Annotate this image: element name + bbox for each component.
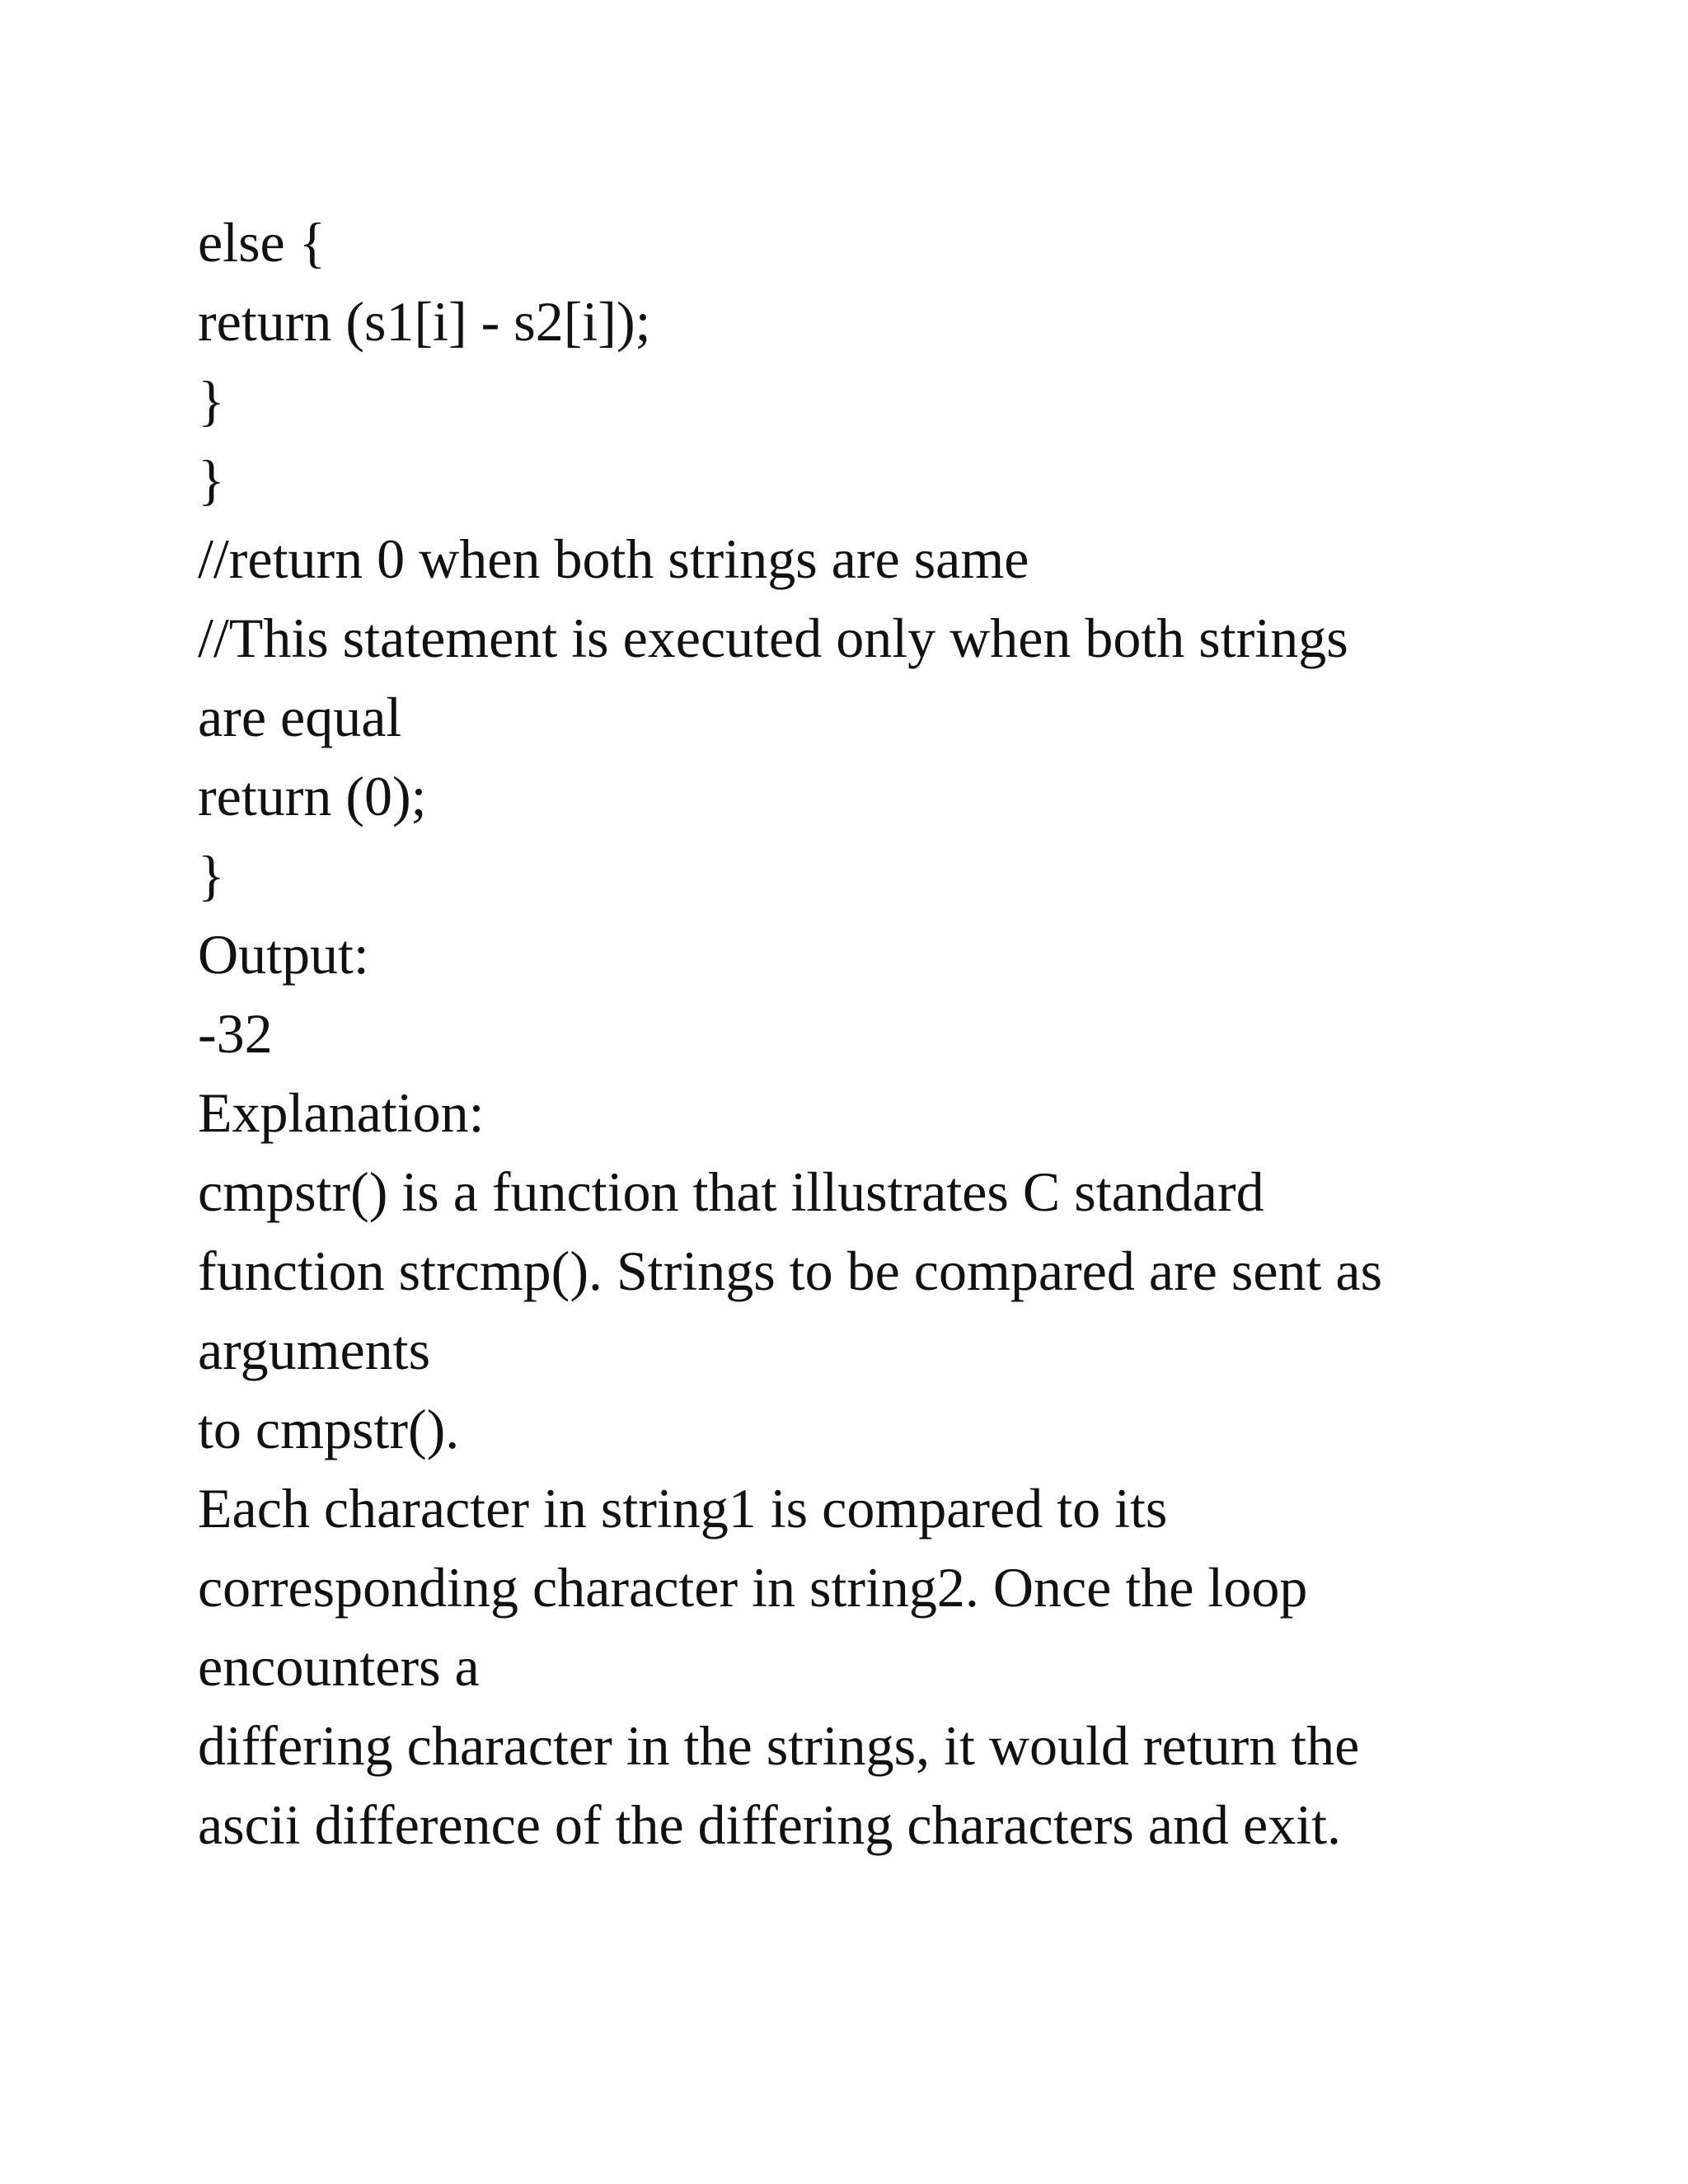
code-line: } [198,844,225,907]
explanation-line: ascii difference of the differing characters and exit. [198,1793,1342,1856]
explanation-line: Each character in string1 is compared to its [198,1477,1168,1540]
code-line: return (0); [198,765,427,827]
explanation-line: cmpstr() is a function that illustrates C standard [198,1160,1264,1223]
explanation-heading: Explanation: [198,1081,485,1144]
code-line: } [198,448,225,511]
code-line: } [198,369,225,432]
explanation-line: to cmpstr(). [198,1398,460,1460]
explanation-line: differing character in the strings, it would return the [198,1714,1360,1777]
code-comment-line: //return 0 when both strings are same [198,527,1029,590]
code-comment-line: are equal [198,686,402,748]
document-text [198,203,1533,1864]
explanation-line: arguments [198,1319,431,1381]
explanation-line: function strcmp(). Strings to be compared are sent as [198,1240,1383,1302]
output-heading: Output: [198,923,369,986]
explanation-line: corresponding character in string2. Once the loop [198,1556,1308,1619]
code-line: return (s1[i] - s2[i]); [198,290,651,353]
code-line: else { [198,211,326,274]
code-comment-line: //This statement is executed only when both strings [198,607,1348,669]
output-value: -32 [198,1002,273,1065]
explanation-line: encounters a [198,1635,480,1698]
